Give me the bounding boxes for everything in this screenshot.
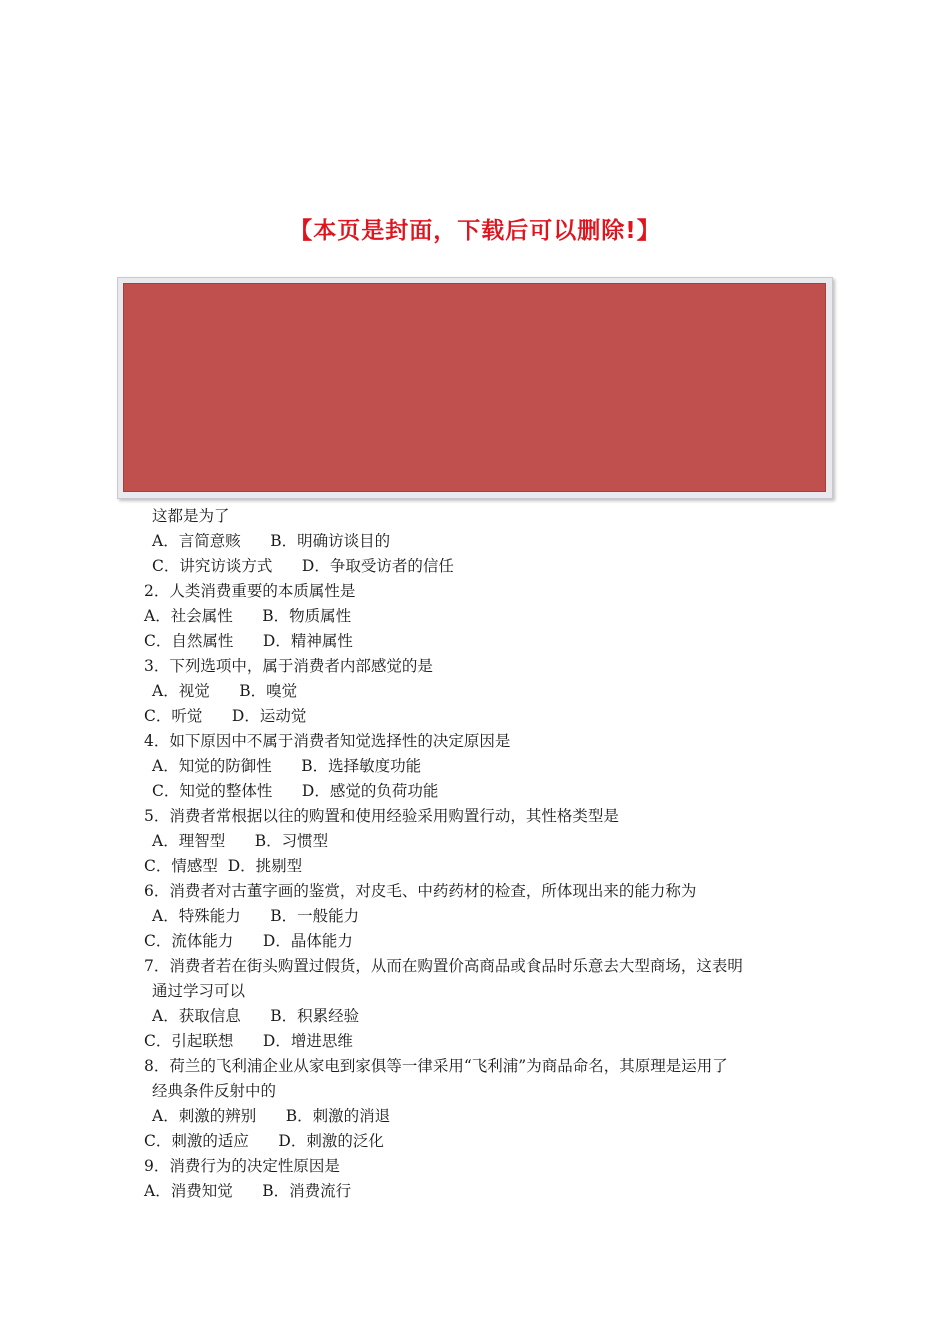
option-line: C．流体能力 D．晶体能力 bbox=[144, 932, 353, 950]
question-line: 2．人类消费重要的本质属性是 bbox=[144, 582, 356, 600]
option-line: A．特殊能力 B．一般能力 bbox=[152, 907, 360, 925]
option-line: A．言简意赅 B．明确访谈目的 bbox=[152, 532, 391, 550]
cover-banner bbox=[123, 283, 826, 492]
cover-banner-frame bbox=[117, 277, 833, 499]
option-line: A．消费知觉 B．消费流行 bbox=[144, 1182, 352, 1200]
question-line: 通过学习可以 bbox=[152, 982, 246, 1000]
option-line: C．刺激的适应 D．刺激的泛化 bbox=[144, 1132, 384, 1150]
option-line: C．引起联想 D．增进思维 bbox=[144, 1032, 353, 1050]
question-line: 7．消费者若在街头购置过假货，从而在购置价高商品或食品时乐意去大型商场，这表明 bbox=[144, 957, 743, 975]
option-line: A．知觉的防御性 B．选择敏度功能 bbox=[152, 757, 422, 775]
question-line: 8．荷兰的飞利浦企业从家电到家俱等一律采用“飞利浦”为商品命名，其原理是运用了 bbox=[144, 1057, 728, 1075]
question-line: 3．下列选项中，属于消费者内部感觉的是 bbox=[144, 657, 433, 675]
option-line: A．理智型 B．习惯型 bbox=[152, 832, 329, 850]
cover-notice: 【本页是封面，下载后可以删除!】 bbox=[289, 218, 661, 244]
option-line: C．自然属性 D．精神属性 bbox=[144, 632, 353, 650]
option-line: C．情感型 D．挑剔型 bbox=[144, 857, 303, 875]
question-line: 5．消费者常根据以往的购置和使用经验采用购置行动，其性格类型是 bbox=[144, 807, 619, 825]
option-line: C．知觉的整体性 D．感觉的负荷功能 bbox=[152, 782, 439, 800]
text-line: 这都是为了 bbox=[152, 507, 230, 525]
option-line: A．刺激的辨别 B．刺激的消退 bbox=[152, 1107, 391, 1125]
option-line: C．讲究访谈方式 D．争取受访者的信任 bbox=[152, 557, 454, 575]
option-line: A．社会属性 B．物质属性 bbox=[144, 607, 352, 625]
option-line: C．听觉 D．运动觉 bbox=[144, 707, 307, 725]
option-line: A．视觉 B．嗅觉 bbox=[152, 682, 298, 700]
question-line: 9．消费行为的决定性原因是 bbox=[144, 1157, 340, 1175]
option-line: A．获取信息 B．积累经验 bbox=[152, 1007, 360, 1025]
question-line: 经典条件反射中的 bbox=[152, 1082, 277, 1100]
question-line: 6．消费者对古董字画的鉴赏，对皮毛、中药药材的检查，所体现出来的能力称为 bbox=[144, 882, 697, 900]
question-line: 4．如下原因中不属于消费者知觉选择性的决定原因是 bbox=[144, 732, 511, 750]
